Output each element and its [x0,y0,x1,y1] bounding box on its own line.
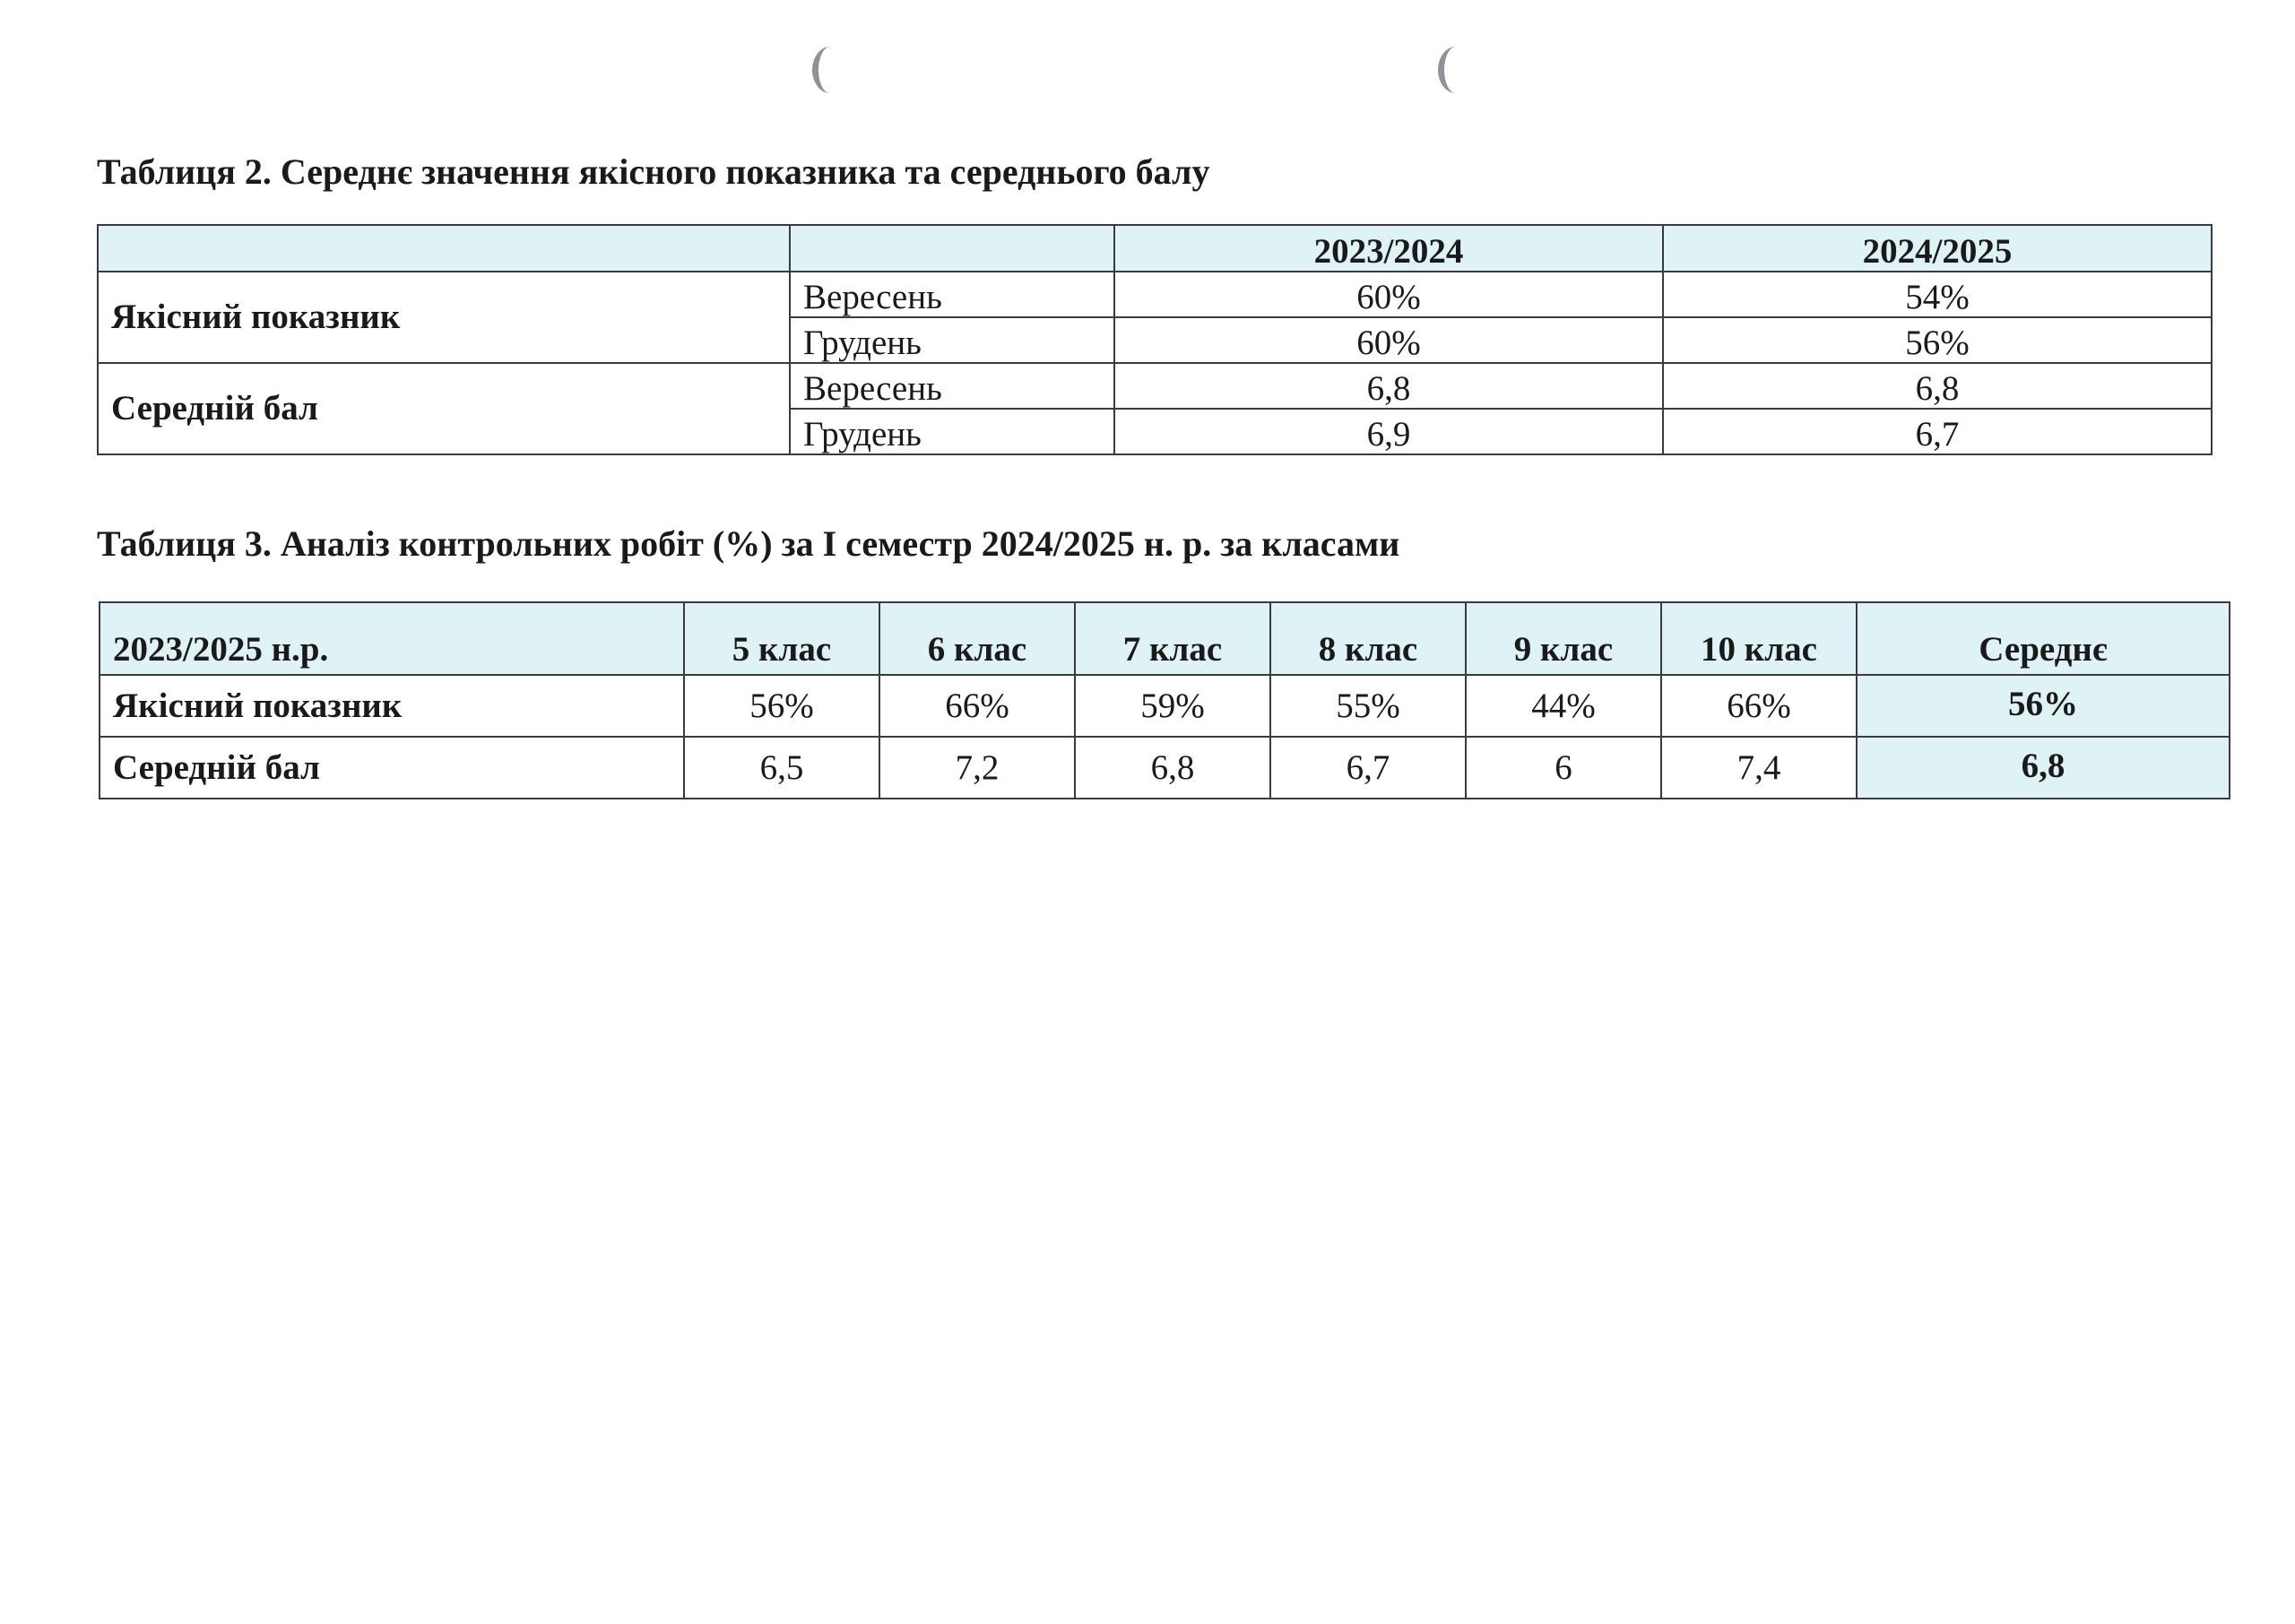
table-row [98,363,2212,409]
table3-row-label: Якісний показник [100,675,684,737]
table2-value-cell: 6,8 [1663,363,2212,409]
table3-value-cell: 6 [1466,737,1661,799]
table3-value-cell: 66% [879,675,1075,737]
table3-header-cell: 9 клас [1466,602,1661,675]
table-row [100,737,2230,799]
table3-header-cell: 8 клас [1270,602,1466,675]
table2-value-cell: 60% [1114,272,1663,317]
table2-group-label: Якісний показник [98,272,790,363]
table3-value-cell: 56% [684,675,879,737]
table3-average-cell: 56% [1857,675,2230,737]
table3-value-cell: 55% [1270,675,1466,737]
table2-header-cell [790,225,1114,272]
table2-header-row [98,225,2212,272]
table2-value-cell: 6,8 [1114,363,1663,409]
table2-month-cell: Вересень [790,272,1114,317]
table3-value-cell: 59% [1075,675,1270,737]
table3-average-cell: 6,8 [1857,737,2230,799]
table3 [99,601,2230,799]
table3-header-row [100,602,2230,675]
table2-group-label: Середній бал [98,363,790,454]
table2-value-cell: 54% [1663,272,2212,317]
table3-value-cell: 6,5 [684,737,879,799]
table-row [98,272,2212,317]
table3-value-cell: 44% [1466,675,1661,737]
table3-value-cell: 7,4 [1661,737,1857,799]
table2-header-cell: 2023/2024 [1114,225,1663,272]
table2-caption: Таблиця 2. Середнє значення якісного показника та середнього балу [97,151,1210,192]
table2-value-cell: 6,7 [1663,409,2212,454]
table2-value-cell: 6,9 [1114,409,1663,454]
punch-hole-right-icon [1438,47,1474,93]
table2-header-cell: 2024/2025 [1663,225,2212,272]
table3-header-cell: 7 клас [1075,602,1270,675]
table2-value-cell: 60% [1114,317,1663,363]
table3-value-cell: 6,8 [1075,737,1270,799]
table2-month-cell: Грудень [790,409,1114,454]
table3-caption: Таблиця 3. Аналіз контрольних робіт (%) за І семестр 2024/2025 н. р. за класами [97,523,1400,564]
table-row [100,675,2230,737]
table3-value-cell: 6,7 [1270,737,1466,799]
table2-value-cell: 56% [1663,317,2212,363]
table3-header-cell: 5 клас [684,602,879,675]
table2-header-cell [98,225,790,272]
table2-month-cell: Грудень [790,317,1114,363]
table2 [97,224,2213,455]
table3-header-cell: Середнє [1857,602,2230,675]
punch-hole-left-icon [812,47,848,93]
table2-month-cell: Вересень [790,363,1114,409]
table3-header-cell: 6 клас [879,602,1075,675]
table3-value-cell: 66% [1661,675,1857,737]
table3-header-cell: 2023/2025 н.р. [100,602,684,675]
table3-value-cell: 7,2 [879,737,1075,799]
table3-header-cell: 10 клас [1661,602,1857,675]
table3-row-label: Середній бал [100,737,684,799]
